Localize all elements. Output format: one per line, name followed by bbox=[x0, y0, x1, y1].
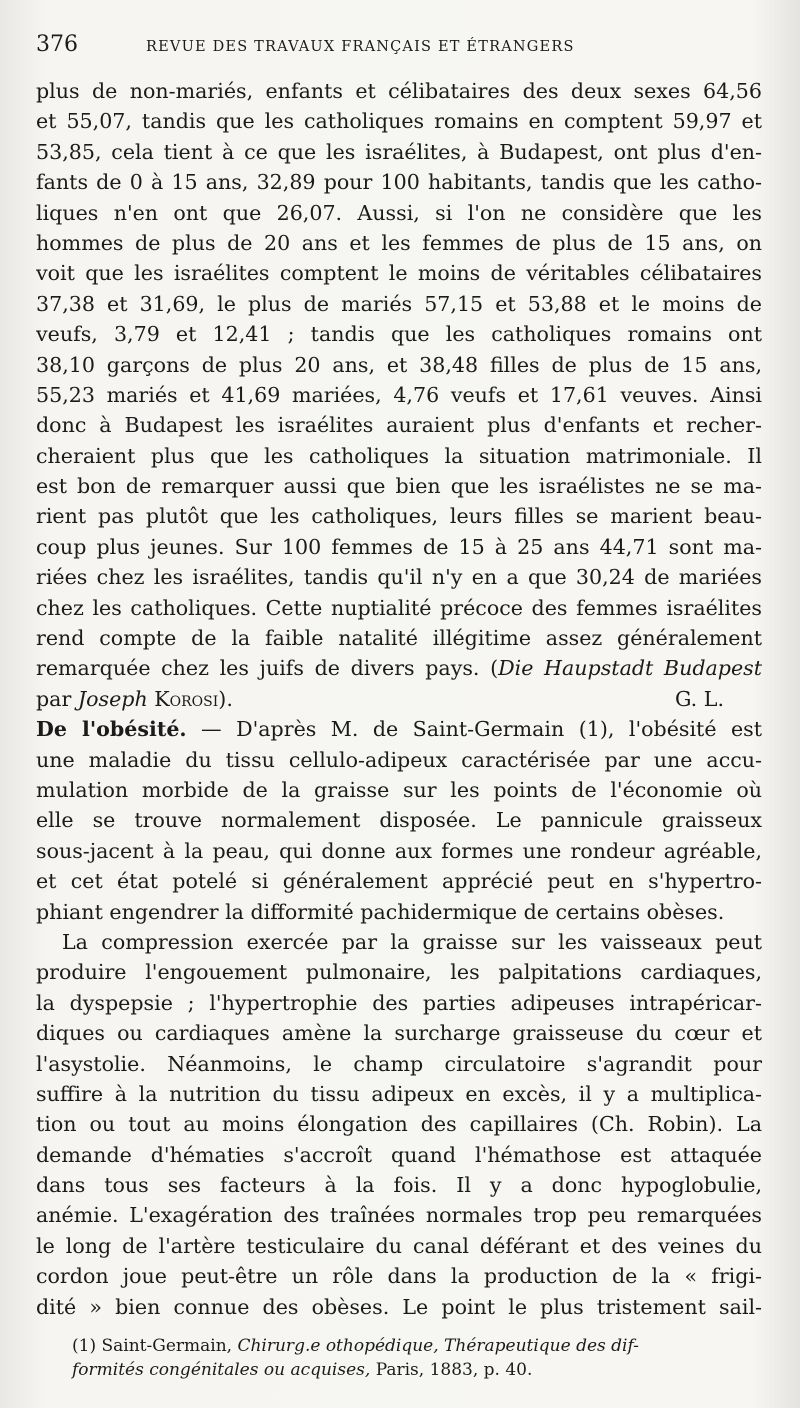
text-line: 53,85, cela tient à ce que les israélites, à Budapest, ont plus d'en- bbox=[36, 139, 762, 164]
text-line: et cet état potelé si généralement apprécié peut en s'hypertro- bbox=[36, 869, 762, 894]
paragraph-statistics bbox=[36, 76, 762, 714]
text-line: 55,23 mariés et 41,69 mariées, 4,76 veufs et 17,61 veuves. Ainsi bbox=[36, 382, 762, 407]
footnote-imprint: Paris, 1883, p. 40. bbox=[375, 1360, 533, 1381]
text-line: chez les catholiques. Cette nuptialité précoce des femmes israélites bbox=[36, 595, 762, 620]
text-line: rient pas plutôt que les catholiques, leurs filles se marient beau- bbox=[36, 504, 762, 529]
text-segment: remarquée chez les juifs de divers pays. ( bbox=[36, 656, 499, 681]
text-line: et 55,07, tandis que les catholiques romains en comptent 59,97 et bbox=[36, 109, 762, 134]
text-line: phiant engendrer la difformité pachidermique de certains obèses. bbox=[36, 899, 725, 924]
text-line: hommes de plus de 20 ans et les femmes de plus de 15 ans, on bbox=[36, 230, 762, 255]
text-line: le long de l'artère testiculaire du canal déférant et des veines du bbox=[36, 1233, 762, 1258]
section-heading: De l'obésité. bbox=[36, 717, 187, 742]
footnote-title-cont: formités congénitales ou acquises, bbox=[72, 1360, 371, 1381]
text-line: fants de 0 à 15 ans, 32,89 pour 100 habitants, tandis que les catho- bbox=[36, 170, 762, 195]
text-line: 38,10 garçons de plus 20 ans, et 38,48 filles de plus de 15 ans, bbox=[36, 352, 762, 377]
text-line: cheraient plus que les catholiques la situation matrimoniale. Il bbox=[36, 443, 762, 468]
text-line: rend compte de la faible natalité illégitime assez généralement bbox=[36, 626, 762, 651]
text-line: tion ou tout au moins élongation des capillaires (Ch. Robin). La bbox=[36, 1112, 762, 1137]
footnote-author: Saint-Germain, bbox=[101, 1336, 233, 1357]
text-line: la dyspepsie ; l'hypertrophie des parties adipeuses intrapéricar- bbox=[36, 990, 762, 1015]
text-line: donc à Budapest les israélites auraient plus d'enfants et recher- bbox=[36, 413, 762, 438]
text-line: plus de non-mariés, enfants et célibataires des deux sexes 64,56 bbox=[36, 79, 762, 103]
paragraph-obesity bbox=[36, 714, 762, 927]
signature: G. L. bbox=[674, 686, 724, 711]
text-line: mulation morbide de la graisse sur les points de l'économie où bbox=[36, 777, 762, 802]
text-line: diques ou cardiaques amène la surcharge graisseuse du cœur et bbox=[36, 1021, 762, 1046]
page-header bbox=[36, 32, 762, 76]
citation-title: Die Haupstadt Budapest bbox=[498, 656, 762, 681]
text-line: suffire à la nutrition du tissu adipeux en excès, il y a multiplica- bbox=[36, 1081, 762, 1106]
footnote-line bbox=[72, 1334, 762, 1358]
text-line: sous-jacent à la peau, qui donne aux formes une rondeur agréable, bbox=[36, 838, 762, 863]
text-line: voit que les israélites comptent le moins de véritables célibataires bbox=[36, 261, 762, 286]
text-line: liques n'en ont que 26,07. Aussi, si l'on ne considère que les bbox=[36, 200, 762, 225]
citation-author: par Joseph Korosi). bbox=[36, 686, 233, 711]
text-line: dans tous ses facteurs à la fois. Il y a donc hypoglobulie, bbox=[36, 1173, 762, 1198]
footnote-line bbox=[72, 1358, 762, 1382]
footnote-marker: (1) bbox=[72, 1336, 97, 1357]
text-line: 37,38 et 31,69, le plus de mariés 57,15 et 53,88 et le moins de bbox=[36, 291, 762, 316]
text-line: dité » bien connue des obèses. Le point le plus tristement sail- bbox=[36, 1294, 762, 1319]
footnote bbox=[36, 1334, 762, 1382]
text-line: La compression exercée par la graisse sur les vaisseaux peut bbox=[62, 929, 762, 954]
text-line: demande d'hématies s'accroît quand l'hémathose est attaquée bbox=[36, 1142, 762, 1167]
text-line: veufs, 3,79 et 12,41 ; tandis que les catholiques romains ont bbox=[36, 322, 762, 347]
text-line: elle se trouve normalement disposée. Le pannicule graisseux bbox=[36, 808, 762, 833]
paragraph-compression bbox=[36, 927, 762, 1322]
text-line: riées chez les israélites, tandis qu'il n'y en a que 30,24 de mariées bbox=[36, 565, 762, 590]
text-line: une maladie du tissu cellulo-adipeux caractérisée par une accu- bbox=[36, 747, 762, 772]
text-line bbox=[36, 653, 762, 683]
page-number: 376 bbox=[36, 32, 78, 57]
text-line: est bon de remarquer aussi que bien que les israélistes ne se ma- bbox=[36, 474, 762, 499]
text-line: produire l'engouement pulmonaire, les palpitations cardiaques, bbox=[36, 960, 762, 985]
footnote-title: Chirurg.e othopédique, Thérapeutique des dif- bbox=[237, 1336, 639, 1357]
running-head: REVUE DES TRAVAUX FRANÇAIS ET ÉTRANGERS bbox=[146, 39, 575, 55]
text-line: l'asystolie. Néanmoins, le champ circulatoire s'agrandit pour bbox=[36, 1051, 762, 1076]
text-line: cordon joue peut-être un rôle dans la production de la « frigi- bbox=[36, 1264, 762, 1289]
text-line bbox=[36, 714, 762, 744]
citation-line bbox=[36, 684, 762, 714]
body-text bbox=[36, 76, 762, 1322]
text-line: anémie. L'exagération des traînées normales trop peu remarquées bbox=[36, 1203, 762, 1228]
text-segment: — D'après M. de Saint-Germain (1), l'obésité est bbox=[186, 717, 762, 742]
text-line: coup plus jeunes. Sur 100 femmes de 15 à 25 ans 44,71 sont ma- bbox=[36, 534, 762, 559]
